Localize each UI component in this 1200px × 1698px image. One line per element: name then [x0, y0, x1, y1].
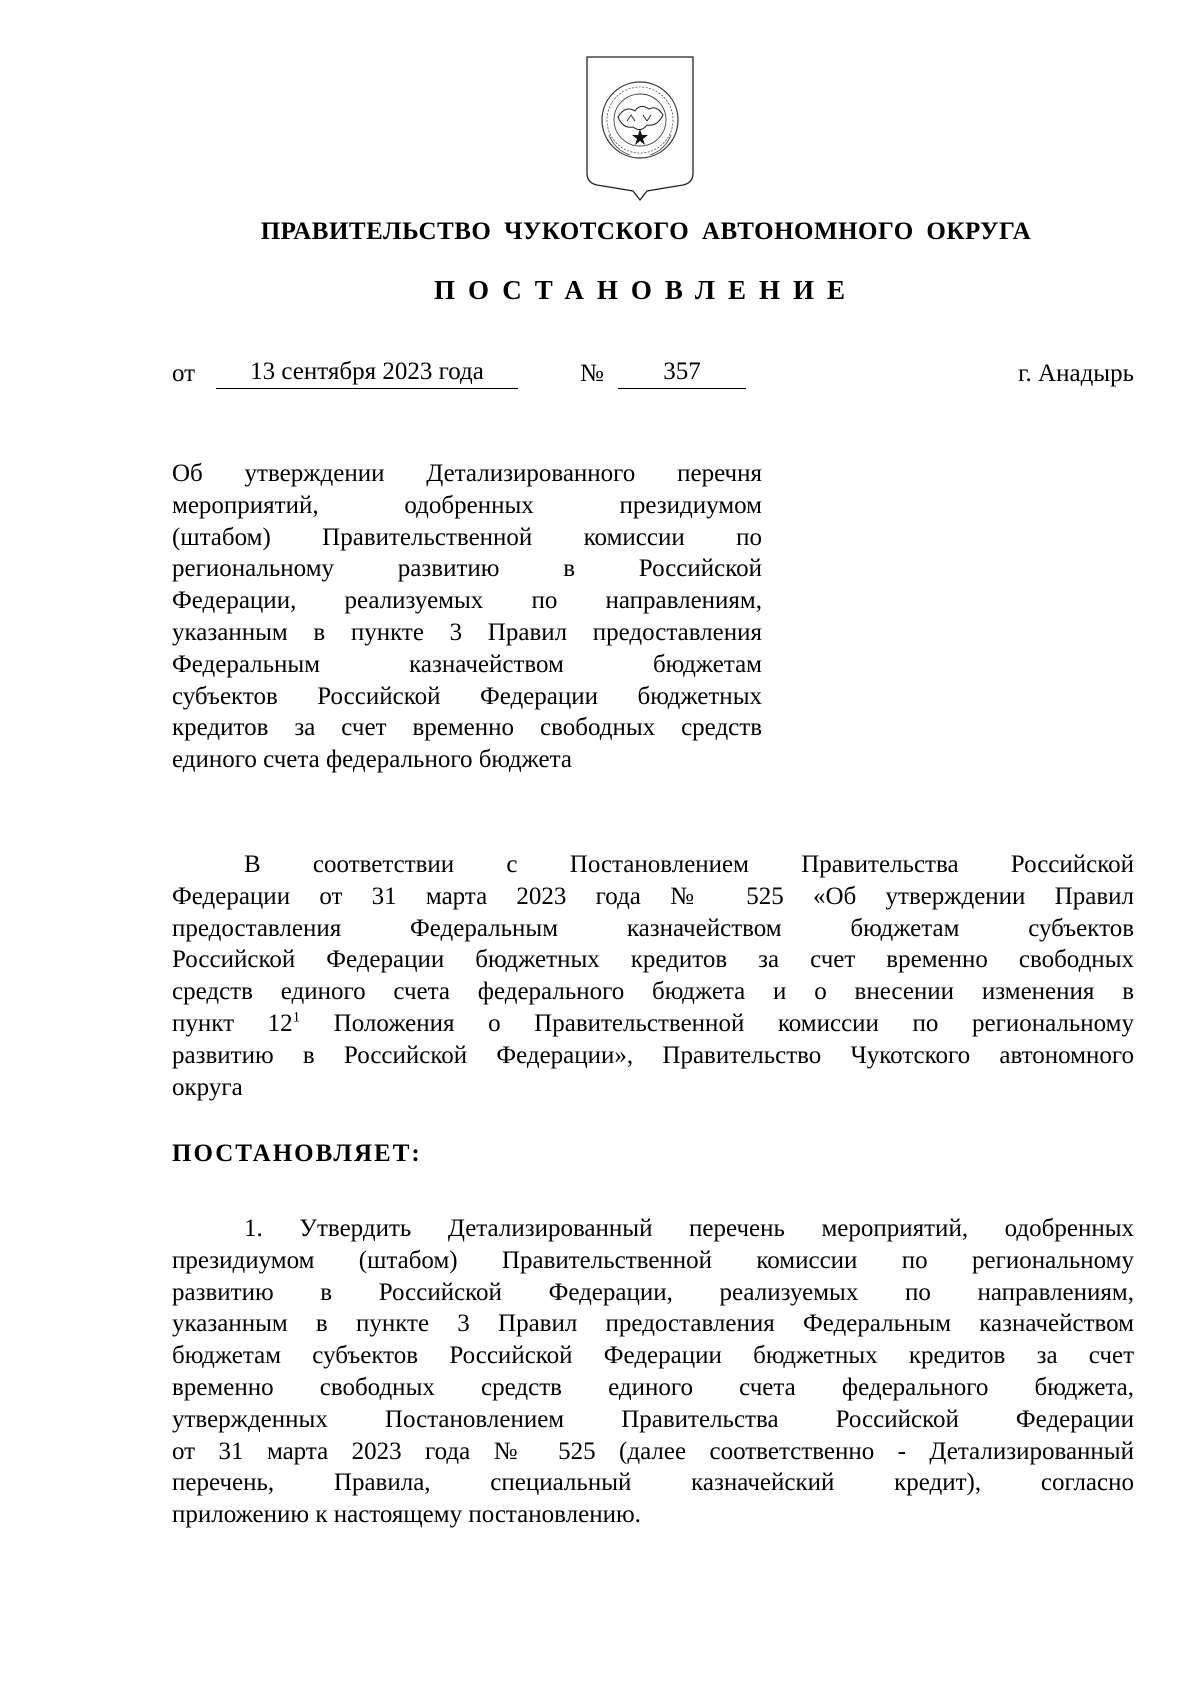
- preamble-line: В соответствии с Постановлением Правительства Российской: [244, 851, 1134, 878]
- document-date: 13 сентября 2023 года: [216, 356, 518, 389]
- subject-line: Федеральным казначейством бюджетам: [172, 650, 762, 678]
- item-line: развитию в Российской Федерации, реализуемых по направлениям,: [172, 1278, 1134, 1306]
- item-line: 1. Утвердить Детализированный перечень мероприятий, одобренных: [244, 1215, 1134, 1242]
- decree-heading: ПОСТАНОВЛЯЕТ:: [172, 1140, 422, 1167]
- preamble-line: предоставления Федеральным казначейством бюджетам субъектов: [172, 914, 1134, 942]
- item-1-paragraph: [172, 1213, 1134, 1531]
- item-line: приложению к настоящему постановлению.: [172, 1501, 641, 1529]
- preamble-line-part: Положения о Правительственной комиссии по региональному: [300, 1009, 1134, 1037]
- subject-line: кредитов за счет временно свободных средств: [172, 714, 762, 742]
- number-sign: №: [580, 360, 604, 387]
- preamble-line: средств единого счета федерального бюджета и о внесении изменения в: [172, 978, 1134, 1006]
- superscript-marker: 1: [292, 1009, 301, 1026]
- document-subject: [172, 458, 762, 776]
- preamble-line-part: пункт 12: [172, 1009, 293, 1037]
- subject-line: указанным в пункте 3 Правил предоставления: [172, 618, 762, 646]
- document-type-title: ПОСТАНОВЛЕНИЕ: [433, 275, 859, 305]
- item-line: бюджетам субъектов Российской Федерации бюджетных кредитов за счет: [172, 1342, 1134, 1370]
- coat-of-arms-emblem: [585, 55, 695, 205]
- date-prefix: от: [172, 360, 196, 387]
- preamble-paragraph: [172, 849, 1134, 1103]
- item-line: перечень, Правила, специальный казначейский кредит), согласно: [172, 1469, 1134, 1497]
- preamble-line: округа: [172, 1073, 243, 1101]
- organization-name: ПРАВИТЕЛЬСТВО ЧУКОТСКОГО АВТОНОМНОГО ОКРУГА: [260, 218, 1032, 245]
- document-number: 357: [618, 356, 746, 389]
- subject-line: Об утверждении Детализированного перечня: [172, 460, 762, 487]
- preamble-line: Российской Федерации бюджетных кредитов за счет временно свободных: [172, 946, 1134, 974]
- item-line: от 31 марта 2023 года № 525 (далее соответственно - Детализированный: [172, 1437, 1134, 1465]
- item-line: утвержденных Постановлением Правительства Российской Федерации: [172, 1405, 1134, 1433]
- item-line: указанным в пункте 3 Правил предоставления Федеральным казначейством: [172, 1310, 1134, 1338]
- subject-line: (штабом) Правительственной комиссии по: [172, 523, 762, 551]
- document-city: г. Анадырь: [1018, 360, 1134, 387]
- subject-line: региональному развитию в Российской: [172, 555, 762, 583]
- preamble-line-with-superscript: [172, 1008, 1134, 1040]
- subject-line: субъектов Российской Федерации бюджетных: [172, 682, 762, 710]
- subject-line: Федерации, реализуемых по направлениям,: [172, 587, 762, 615]
- item-line: президиумом (штабом) Правительственной комиссии по региональному: [172, 1246, 1134, 1274]
- subject-line: единого счета федерального бюджета: [172, 746, 572, 774]
- preamble-line: Федерации от 31 марта 2023 года № 525 «Об утверждении Правил: [172, 882, 1134, 910]
- document-meta-line: [172, 356, 1134, 392]
- subject-line: мероприятий, одобренных президиумом: [172, 491, 762, 519]
- item-line: временно свободных средств единого счета федерального бюджета,: [172, 1373, 1134, 1401]
- preamble-line: развитию в Российской Федерации», Правительство Чукотского автономного: [172, 1041, 1134, 1069]
